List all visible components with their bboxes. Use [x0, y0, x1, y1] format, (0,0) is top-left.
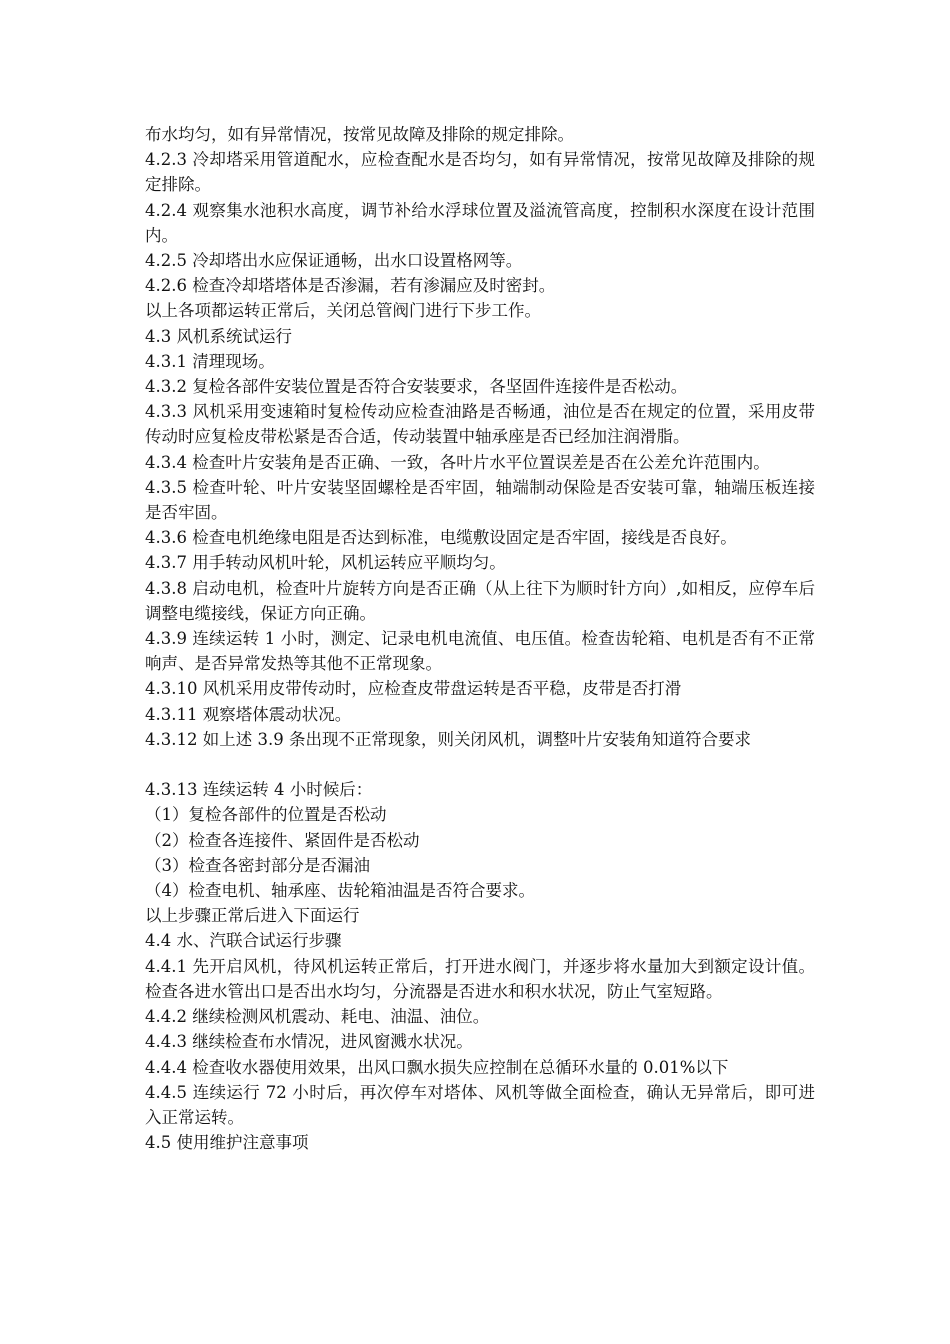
paragraph: 4.4.1 先开启风机，待风机运转正常后，打开进水阀门，并逐步将水量加大到额定设计值。检查各进水管出口是否出水均匀，分流器是否进水和积水状况，防止气室短路。 [145, 956, 815, 1001]
paragraph: 4.3.2 复检各部件安装位置是否符合安装要求，各坚固件连接件是否松动。 [145, 377, 688, 397]
paragraph: 以上步骤正常后进入下面运行 [145, 906, 360, 926]
paragraph: 4.4.2 继续检测风机震动、耗电、油温、油位。 [145, 1007, 490, 1027]
list-item: （4）检查电机、轴承座、齿轮箱油温是否符合要求。 [145, 881, 535, 901]
paragraph: 布水均匀，如有异常情况，按常见故障及排除的规定排除。 [145, 125, 574, 144]
paragraph: 4.3.10 风机采用皮带传动时，应检查皮带盘运转是否平稳，皮带是否打滑 [145, 679, 682, 699]
list-item: （2）检查各连接件、紧固件是否松动 [145, 830, 420, 850]
paragraph: 4.3.11 观察塔体震动状况。 [145, 704, 352, 724]
paragraph: 4.3.5 检查叶轮、叶片安装坚固螺栓是否牢固，轴端制动保险是否安装可靠，轴端压板连接是否牢固。 [145, 477, 815, 523]
paragraph: 4.2.3 冷却塔采用管道配水，应检查配水是否均匀，如有异常情况，按常见故障及排除的规定排除。 [145, 150, 815, 195]
paragraph: 4.2.6 检查冷却塔塔体是否渗漏，若有渗漏应及时密封。 [145, 276, 556, 296]
paragraph: 4.3.12 如上述 3.9 条出现不正常现象，则关闭风机，调整叶片安装角知道符合要求 [145, 729, 751, 749]
list-item: （1）复检各部件的位置是否松动 [145, 805, 387, 825]
section-heading: 4.4 水、汽联合试运行步骤 [145, 931, 342, 951]
paragraph: 4.3.3 风机采用变速箱时复检传动应检查油路是否畅通，油位是否在规定的位置，采用皮带传动时应复检皮带松紧是否合适，传动装置中轴承座是否已经加注润滑脂。 [145, 402, 815, 447]
paragraph: 4.3.7 用手转动风机叶轮，风机运转应平顺均匀。 [145, 553, 506, 573]
list-item: （3）检查各密封部分是否漏油 [145, 855, 370, 875]
document-body [145, 122, 815, 1155]
paragraph: 4.3.4 检查叶片安装角是否正确、一致，各叶片水平位置误差是否在公差允许范围内。 [145, 452, 770, 472]
paragraph: 4.4.5 连续运行 72 小时后，再次停车对塔体、风机等做全面检查，确认无异常后，即可进入正常运转。 [145, 1082, 815, 1127]
blank-line [145, 752, 815, 777]
paragraph: 4.3.9 连续运转 1 小时，测定、记录电机电流值、电压值。检查齿轮箱、电机是否有不正常响声、是否异常发热等其他不正常现象。 [145, 629, 815, 674]
paragraph: 4.3.6 检查电机绝缘电阻是否达到标准，电缆敷设固定是否牢固，接线是否良好。 [145, 528, 737, 548]
paragraph: 4.3.1 清理现场。 [145, 351, 275, 371]
paragraph: 4.4.3 继续检查布水情况，进风窗溅水状况。 [145, 1032, 473, 1052]
paragraph: 以上各项都运转正常后，关闭总管阀门进行下步工作。 [145, 301, 541, 321]
paragraph: 4.2.5 冷却塔出水应保证通畅，出水口设置格网等。 [145, 251, 523, 271]
section-heading: 4.5 使用维护注意事项 [145, 1133, 309, 1153]
paragraph: 4.4.4 检查收水器使用效果，出风口飘水损失应控制在总循环水量的 0.01%以下 [145, 1057, 729, 1077]
section-heading: 4.3 风机系统试运行 [145, 326, 292, 346]
paragraph: 4.3.13 连续运转 4 小时候后： [145, 780, 373, 800]
paragraph: 4.3.8 启动电机，检查叶片旋转方向是否正确（从上往下为顺时针方向）,如相反，应停车后调整电缆接线，保证方向正确。 [145, 578, 815, 623]
paragraph: 4.2.4 观察集水池积水高度，调节补给水浮球位置及溢流管高度，控制积水深度在设计范围内。 [145, 200, 815, 245]
